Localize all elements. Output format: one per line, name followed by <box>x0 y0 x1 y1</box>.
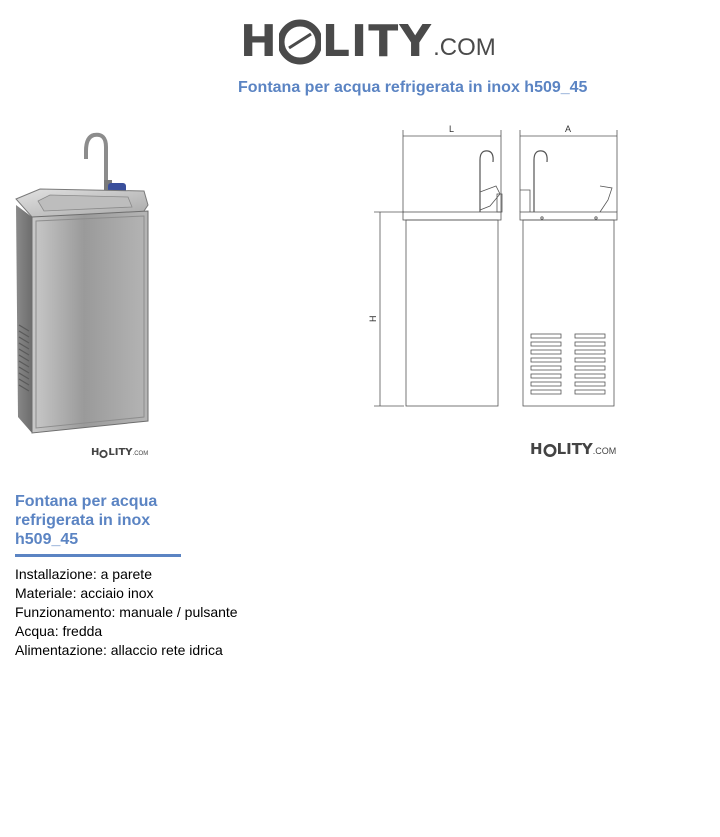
logo-letter-h: H <box>240 16 278 67</box>
brand-logo[interactable] <box>240 12 496 66</box>
photo-logo-h: H <box>91 447 100 458</box>
product-title: Fontana per acqua refrigerata in inox h509_45 <box>15 493 158 548</box>
spec-alimentazione: Alimentazione: allaccio rete idrica <box>15 642 223 658</box>
photo-logo-com: .COM <box>132 451 149 457</box>
spec-installazione: Installazione: a parete <box>15 566 152 582</box>
drawing-logo-lity: LITY <box>556 440 593 458</box>
dim-label-l: L <box>449 124 455 134</box>
product-photo <box>10 125 155 435</box>
spec-acqua: Acqua: fredda <box>15 623 103 639</box>
page-title: Fontana per acqua refrigerata in inox h509_45 <box>238 79 588 96</box>
photo-logo-o-icon <box>99 449 108 459</box>
technical-drawing <box>360 120 630 415</box>
dim-label-h: H <box>368 315 378 322</box>
photo-brand-logo <box>91 447 148 459</box>
logo-letters-lity: LITY <box>321 16 433 67</box>
spec-funzionamento: Funzionamento: manuale / pulsante <box>15 604 238 620</box>
dim-label-a: A <box>565 124 572 134</box>
drawing-logo-h: H <box>530 440 543 458</box>
spec-materiale: Materiale: acciaio inox <box>15 585 154 601</box>
spec-list <box>15 565 238 660</box>
logo-com: .COM <box>433 34 496 61</box>
drawing-brand-logo <box>530 441 616 458</box>
title-underline <box>15 554 181 557</box>
drawing-logo-com: .COM <box>592 446 617 456</box>
logo-o-icon <box>279 19 321 65</box>
drawing-logo-o-icon <box>543 443 557 458</box>
photo-logo-lity: LITY <box>108 447 133 458</box>
